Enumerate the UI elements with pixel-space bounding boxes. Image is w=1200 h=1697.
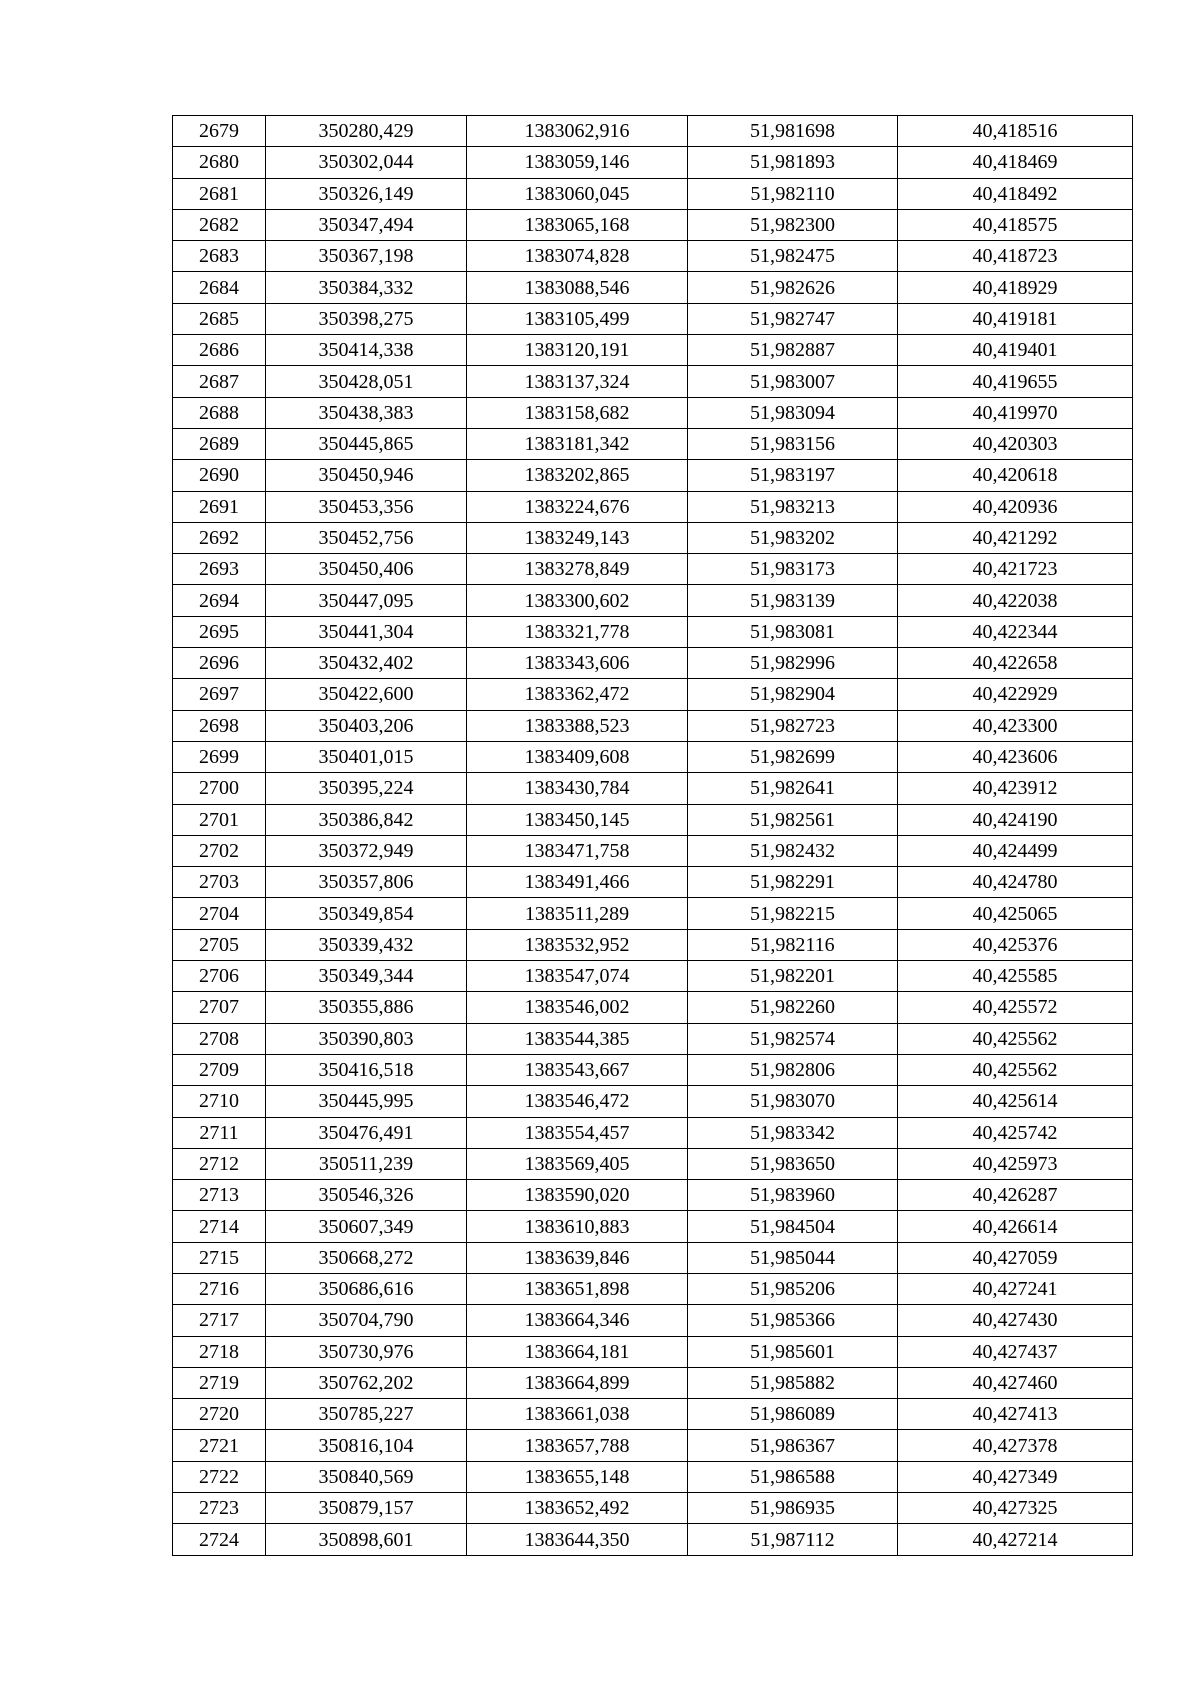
longitude-cell: 40,423300 xyxy=(898,710,1133,741)
latitude-cell: 51,983202 xyxy=(688,522,898,553)
latitude-cell: 51,985601 xyxy=(688,1336,898,1367)
point-number-cell: 2712 xyxy=(173,1148,266,1179)
table-row xyxy=(173,1367,1133,1398)
longitude-cell: 40,426614 xyxy=(898,1211,1133,1242)
table-row xyxy=(173,241,1133,272)
x-coordinate-cell: 350785,227 xyxy=(266,1399,467,1430)
latitude-cell: 51,986588 xyxy=(688,1461,898,1492)
y-coordinate-cell: 1383430,784 xyxy=(467,773,688,804)
x-coordinate-cell: 350450,406 xyxy=(266,554,467,585)
latitude-cell: 51,982201 xyxy=(688,961,898,992)
x-coordinate-cell: 350349,854 xyxy=(266,898,467,929)
longitude-cell: 40,418929 xyxy=(898,272,1133,303)
latitude-cell: 51,982806 xyxy=(688,1054,898,1085)
table-row xyxy=(173,303,1133,334)
y-coordinate-cell: 1383300,602 xyxy=(467,585,688,616)
y-coordinate-cell: 1383343,606 xyxy=(467,648,688,679)
x-coordinate-cell: 350384,332 xyxy=(266,272,467,303)
longitude-cell: 40,419655 xyxy=(898,366,1133,397)
y-coordinate-cell: 1383644,350 xyxy=(467,1524,688,1555)
point-number-cell: 2721 xyxy=(173,1430,266,1461)
y-coordinate-cell: 1383657,788 xyxy=(467,1430,688,1461)
table-row xyxy=(173,616,1133,647)
longitude-cell: 40,427349 xyxy=(898,1461,1133,1492)
table-row xyxy=(173,1054,1133,1085)
table-row xyxy=(173,804,1133,835)
longitude-cell: 40,421723 xyxy=(898,554,1133,585)
longitude-cell: 40,427241 xyxy=(898,1273,1133,1304)
x-coordinate-cell: 350704,790 xyxy=(266,1305,467,1336)
x-coordinate-cell: 350445,865 xyxy=(266,428,467,459)
x-coordinate-cell: 350450,946 xyxy=(266,460,467,491)
longitude-cell: 40,418723 xyxy=(898,241,1133,272)
table-row xyxy=(173,741,1133,772)
x-coordinate-cell: 350445,995 xyxy=(266,1086,467,1117)
y-coordinate-cell: 1383664,899 xyxy=(467,1367,688,1398)
latitude-cell: 51,982626 xyxy=(688,272,898,303)
longitude-cell: 40,426287 xyxy=(898,1180,1133,1211)
point-number-cell: 2691 xyxy=(173,491,266,522)
point-number-cell: 2690 xyxy=(173,460,266,491)
point-number-cell: 2719 xyxy=(173,1367,266,1398)
point-number-cell: 2679 xyxy=(173,116,266,147)
latitude-cell: 51,981893 xyxy=(688,147,898,178)
point-number-cell: 2708 xyxy=(173,1023,266,1054)
y-coordinate-cell: 1383249,143 xyxy=(467,522,688,553)
latitude-cell: 51,982574 xyxy=(688,1023,898,1054)
x-coordinate-cell: 350840,569 xyxy=(266,1461,467,1492)
longitude-cell: 40,420618 xyxy=(898,460,1133,491)
latitude-cell: 51,982215 xyxy=(688,898,898,929)
y-coordinate-cell: 1383491,466 xyxy=(467,867,688,898)
point-number-cell: 2720 xyxy=(173,1399,266,1430)
longitude-cell: 40,427059 xyxy=(898,1242,1133,1273)
table-row xyxy=(173,428,1133,459)
table-row xyxy=(173,898,1133,929)
point-number-cell: 2715 xyxy=(173,1242,266,1273)
point-number-cell: 2702 xyxy=(173,835,266,866)
y-coordinate-cell: 1383590,020 xyxy=(467,1180,688,1211)
latitude-cell: 51,983139 xyxy=(688,585,898,616)
point-number-cell: 2687 xyxy=(173,366,266,397)
table-row xyxy=(173,679,1133,710)
longitude-cell: 40,422929 xyxy=(898,679,1133,710)
longitude-cell: 40,419181 xyxy=(898,303,1133,334)
x-coordinate-cell: 350414,338 xyxy=(266,335,467,366)
longitude-cell: 40,418492 xyxy=(898,178,1133,209)
latitude-cell: 51,983007 xyxy=(688,366,898,397)
latitude-cell: 51,981698 xyxy=(688,116,898,147)
longitude-cell: 40,423912 xyxy=(898,773,1133,804)
x-coordinate-cell: 350762,202 xyxy=(266,1367,467,1398)
longitude-cell: 40,421292 xyxy=(898,522,1133,553)
latitude-cell: 51,983197 xyxy=(688,460,898,491)
point-number-cell: 2707 xyxy=(173,992,266,1023)
latitude-cell: 51,982260 xyxy=(688,992,898,1023)
latitude-cell: 51,982300 xyxy=(688,209,898,240)
table-row xyxy=(173,460,1133,491)
table-row xyxy=(173,178,1133,209)
x-coordinate-cell: 350453,356 xyxy=(266,491,467,522)
y-coordinate-cell: 1383532,952 xyxy=(467,929,688,960)
longitude-cell: 40,424190 xyxy=(898,804,1133,835)
y-coordinate-cell: 1383409,608 xyxy=(467,741,688,772)
table-row xyxy=(173,1273,1133,1304)
y-coordinate-cell: 1383544,385 xyxy=(467,1023,688,1054)
table-row xyxy=(173,1305,1133,1336)
x-coordinate-cell: 350403,206 xyxy=(266,710,467,741)
point-number-cell: 2684 xyxy=(173,272,266,303)
point-number-cell: 2692 xyxy=(173,522,266,553)
table-row xyxy=(173,1336,1133,1367)
point-number-cell: 2693 xyxy=(173,554,266,585)
longitude-cell: 40,419401 xyxy=(898,335,1133,366)
table-row xyxy=(173,1148,1133,1179)
point-number-cell: 2703 xyxy=(173,867,266,898)
longitude-cell: 40,425562 xyxy=(898,1054,1133,1085)
table-row xyxy=(173,710,1133,741)
latitude-cell: 51,982432 xyxy=(688,835,898,866)
x-coordinate-cell: 350428,051 xyxy=(266,366,467,397)
y-coordinate-cell: 1383471,758 xyxy=(467,835,688,866)
point-number-cell: 2680 xyxy=(173,147,266,178)
point-number-cell: 2711 xyxy=(173,1117,266,1148)
point-number-cell: 2723 xyxy=(173,1493,266,1524)
longitude-cell: 40,420936 xyxy=(898,491,1133,522)
table-row xyxy=(173,1399,1133,1430)
x-coordinate-cell: 350668,272 xyxy=(266,1242,467,1273)
table-row xyxy=(173,147,1133,178)
latitude-cell: 51,985044 xyxy=(688,1242,898,1273)
table-row xyxy=(173,929,1133,960)
table-row xyxy=(173,522,1133,553)
y-coordinate-cell: 1383158,682 xyxy=(467,397,688,428)
y-coordinate-cell: 1383664,181 xyxy=(467,1336,688,1367)
latitude-cell: 51,982747 xyxy=(688,303,898,334)
x-coordinate-cell: 350816,104 xyxy=(266,1430,467,1461)
table-row xyxy=(173,867,1133,898)
x-coordinate-cell: 350511,239 xyxy=(266,1148,467,1179)
point-number-cell: 2700 xyxy=(173,773,266,804)
point-number-cell: 2685 xyxy=(173,303,266,334)
longitude-cell: 40,425572 xyxy=(898,992,1133,1023)
latitude-cell: 51,986089 xyxy=(688,1399,898,1430)
latitude-cell: 51,982996 xyxy=(688,648,898,679)
y-coordinate-cell: 1383511,289 xyxy=(467,898,688,929)
point-number-cell: 2704 xyxy=(173,898,266,929)
point-number-cell: 2717 xyxy=(173,1305,266,1336)
y-coordinate-cell: 1383450,145 xyxy=(467,804,688,835)
point-number-cell: 2697 xyxy=(173,679,266,710)
x-coordinate-cell: 350447,095 xyxy=(266,585,467,616)
point-number-cell: 2681 xyxy=(173,178,266,209)
x-coordinate-cell: 350339,432 xyxy=(266,929,467,960)
table-row xyxy=(173,366,1133,397)
table-row xyxy=(173,1493,1133,1524)
longitude-cell: 40,427430 xyxy=(898,1305,1133,1336)
point-number-cell: 2698 xyxy=(173,710,266,741)
y-coordinate-cell: 1383652,492 xyxy=(467,1493,688,1524)
longitude-cell: 40,418575 xyxy=(898,209,1133,240)
x-coordinate-cell: 350401,015 xyxy=(266,741,467,772)
y-coordinate-cell: 1383655,148 xyxy=(467,1461,688,1492)
latitude-cell: 51,983213 xyxy=(688,491,898,522)
longitude-cell: 40,422658 xyxy=(898,648,1133,679)
latitude-cell: 51,982723 xyxy=(688,710,898,741)
longitude-cell: 40,425065 xyxy=(898,898,1133,929)
longitude-cell: 40,427325 xyxy=(898,1493,1133,1524)
x-coordinate-cell: 350898,601 xyxy=(266,1524,467,1555)
latitude-cell: 51,987112 xyxy=(688,1524,898,1555)
y-coordinate-cell: 1383074,828 xyxy=(467,241,688,272)
longitude-cell: 40,425585 xyxy=(898,961,1133,992)
point-number-cell: 2683 xyxy=(173,241,266,272)
y-coordinate-cell: 1383321,778 xyxy=(467,616,688,647)
y-coordinate-cell: 1383554,457 xyxy=(467,1117,688,1148)
x-coordinate-cell: 350546,326 xyxy=(266,1180,467,1211)
x-coordinate-cell: 350395,224 xyxy=(266,773,467,804)
x-coordinate-cell: 350416,518 xyxy=(266,1054,467,1085)
point-number-cell: 2689 xyxy=(173,428,266,459)
latitude-cell: 51,986367 xyxy=(688,1430,898,1461)
latitude-cell: 51,982561 xyxy=(688,804,898,835)
point-number-cell: 2696 xyxy=(173,648,266,679)
latitude-cell: 51,983070 xyxy=(688,1086,898,1117)
longitude-cell: 40,425614 xyxy=(898,1086,1133,1117)
x-coordinate-cell: 350432,402 xyxy=(266,648,467,679)
y-coordinate-cell: 1383137,324 xyxy=(467,366,688,397)
table-row xyxy=(173,1461,1133,1492)
y-coordinate-cell: 1383546,472 xyxy=(467,1086,688,1117)
point-number-cell: 2705 xyxy=(173,929,266,960)
latitude-cell: 51,982475 xyxy=(688,241,898,272)
latitude-cell: 51,985882 xyxy=(688,1367,898,1398)
latitude-cell: 51,983094 xyxy=(688,397,898,428)
latitude-cell: 51,985366 xyxy=(688,1305,898,1336)
table-row xyxy=(173,1023,1133,1054)
y-coordinate-cell: 1383547,074 xyxy=(467,961,688,992)
point-number-cell: 2724 xyxy=(173,1524,266,1555)
point-number-cell: 2688 xyxy=(173,397,266,428)
table-row xyxy=(173,835,1133,866)
longitude-cell: 40,423606 xyxy=(898,741,1133,772)
y-coordinate-cell: 1383181,342 xyxy=(467,428,688,459)
longitude-cell: 40,425562 xyxy=(898,1023,1133,1054)
y-coordinate-cell: 1383569,405 xyxy=(467,1148,688,1179)
x-coordinate-cell: 350607,349 xyxy=(266,1211,467,1242)
latitude-cell: 51,984504 xyxy=(688,1211,898,1242)
x-coordinate-cell: 350398,275 xyxy=(266,303,467,334)
point-number-cell: 2713 xyxy=(173,1180,266,1211)
latitude-cell: 51,982904 xyxy=(688,679,898,710)
table-row xyxy=(173,648,1133,679)
longitude-cell: 40,418516 xyxy=(898,116,1133,147)
table-row xyxy=(173,116,1133,147)
latitude-cell: 51,982887 xyxy=(688,335,898,366)
y-coordinate-cell: 1383059,146 xyxy=(467,147,688,178)
table-row xyxy=(173,554,1133,585)
latitude-cell: 51,982116 xyxy=(688,929,898,960)
latitude-cell: 51,983650 xyxy=(688,1148,898,1179)
x-coordinate-cell: 350879,157 xyxy=(266,1493,467,1524)
y-coordinate-cell: 1383120,191 xyxy=(467,335,688,366)
longitude-cell: 40,427460 xyxy=(898,1367,1133,1398)
table-row xyxy=(173,1211,1133,1242)
x-coordinate-cell: 350355,886 xyxy=(266,992,467,1023)
table-row xyxy=(173,992,1133,1023)
table-row xyxy=(173,1180,1133,1211)
y-coordinate-cell: 1383278,849 xyxy=(467,554,688,585)
point-number-cell: 2701 xyxy=(173,804,266,835)
y-coordinate-cell: 1383543,667 xyxy=(467,1054,688,1085)
table-row xyxy=(173,1086,1133,1117)
x-coordinate-cell: 350372,949 xyxy=(266,835,467,866)
point-number-cell: 2686 xyxy=(173,335,266,366)
table-row xyxy=(173,335,1133,366)
table-row xyxy=(173,1242,1133,1273)
y-coordinate-cell: 1383664,346 xyxy=(467,1305,688,1336)
table-row xyxy=(173,585,1133,616)
y-coordinate-cell: 1383224,676 xyxy=(467,491,688,522)
longitude-cell: 40,427214 xyxy=(898,1524,1133,1555)
y-coordinate-cell: 1383661,038 xyxy=(467,1399,688,1430)
longitude-cell: 40,419970 xyxy=(898,397,1133,428)
x-coordinate-cell: 350347,494 xyxy=(266,209,467,240)
latitude-cell: 51,982699 xyxy=(688,741,898,772)
latitude-cell: 51,983960 xyxy=(688,1180,898,1211)
y-coordinate-cell: 1383088,546 xyxy=(467,272,688,303)
x-coordinate-cell: 350438,383 xyxy=(266,397,467,428)
latitude-cell: 51,983081 xyxy=(688,616,898,647)
point-number-cell: 2716 xyxy=(173,1273,266,1304)
point-number-cell: 2709 xyxy=(173,1054,266,1085)
x-coordinate-cell: 350422,600 xyxy=(266,679,467,710)
table-row xyxy=(173,209,1133,240)
x-coordinate-cell: 350357,806 xyxy=(266,867,467,898)
latitude-cell: 51,983342 xyxy=(688,1117,898,1148)
x-coordinate-cell: 350686,616 xyxy=(266,1273,467,1304)
longitude-cell: 40,422038 xyxy=(898,585,1133,616)
longitude-cell: 40,427378 xyxy=(898,1430,1133,1461)
longitude-cell: 40,427437 xyxy=(898,1336,1133,1367)
x-coordinate-cell: 350349,344 xyxy=(266,961,467,992)
y-coordinate-cell: 1383651,898 xyxy=(467,1273,688,1304)
y-coordinate-cell: 1383105,499 xyxy=(467,303,688,334)
latitude-cell: 51,982291 xyxy=(688,867,898,898)
y-coordinate-cell: 1383546,002 xyxy=(467,992,688,1023)
latitude-cell: 51,982641 xyxy=(688,773,898,804)
x-coordinate-cell: 350390,803 xyxy=(266,1023,467,1054)
table-row xyxy=(173,491,1133,522)
point-number-cell: 2699 xyxy=(173,741,266,772)
point-number-cell: 2695 xyxy=(173,616,266,647)
longitude-cell: 40,424499 xyxy=(898,835,1133,866)
y-coordinate-cell: 1383639,846 xyxy=(467,1242,688,1273)
longitude-cell: 40,425376 xyxy=(898,929,1133,960)
latitude-cell: 51,983156 xyxy=(688,428,898,459)
table-row xyxy=(173,397,1133,428)
longitude-cell: 40,425742 xyxy=(898,1117,1133,1148)
x-coordinate-cell: 350452,756 xyxy=(266,522,467,553)
x-coordinate-cell: 350302,044 xyxy=(266,147,467,178)
point-number-cell: 2682 xyxy=(173,209,266,240)
x-coordinate-cell: 350280,429 xyxy=(266,116,467,147)
point-number-cell: 2722 xyxy=(173,1461,266,1492)
longitude-cell: 40,420303 xyxy=(898,428,1133,459)
coordinates-table xyxy=(172,115,1133,1556)
y-coordinate-cell: 1383062,916 xyxy=(467,116,688,147)
y-coordinate-cell: 1383610,883 xyxy=(467,1211,688,1242)
latitude-cell: 51,982110 xyxy=(688,178,898,209)
x-coordinate-cell: 350441,304 xyxy=(266,616,467,647)
y-coordinate-cell: 1383388,523 xyxy=(467,710,688,741)
latitude-cell: 51,983173 xyxy=(688,554,898,585)
table-row xyxy=(173,272,1133,303)
table-row xyxy=(173,1117,1133,1148)
point-number-cell: 2694 xyxy=(173,585,266,616)
y-coordinate-cell: 1383060,045 xyxy=(467,178,688,209)
point-number-cell: 2714 xyxy=(173,1211,266,1242)
table-row xyxy=(173,961,1133,992)
x-coordinate-cell: 350476,491 xyxy=(266,1117,467,1148)
longitude-cell: 40,422344 xyxy=(898,616,1133,647)
x-coordinate-cell: 350386,842 xyxy=(266,804,467,835)
longitude-cell: 40,424780 xyxy=(898,867,1133,898)
coordinates-table-body xyxy=(173,116,1133,1556)
point-number-cell: 2710 xyxy=(173,1086,266,1117)
y-coordinate-cell: 1383202,865 xyxy=(467,460,688,491)
longitude-cell: 40,418469 xyxy=(898,147,1133,178)
point-number-cell: 2718 xyxy=(173,1336,266,1367)
x-coordinate-cell: 350367,198 xyxy=(266,241,467,272)
y-coordinate-cell: 1383065,168 xyxy=(467,209,688,240)
y-coordinate-cell: 1383362,472 xyxy=(467,679,688,710)
latitude-cell: 51,985206 xyxy=(688,1273,898,1304)
table-row xyxy=(173,1430,1133,1461)
point-number-cell: 2706 xyxy=(173,961,266,992)
x-coordinate-cell: 350326,149 xyxy=(266,178,467,209)
latitude-cell: 51,986935 xyxy=(688,1493,898,1524)
longitude-cell: 40,425973 xyxy=(898,1148,1133,1179)
longitude-cell: 40,427413 xyxy=(898,1399,1133,1430)
table-row xyxy=(173,773,1133,804)
x-coordinate-cell: 350730,976 xyxy=(266,1336,467,1367)
table-row xyxy=(173,1524,1133,1555)
